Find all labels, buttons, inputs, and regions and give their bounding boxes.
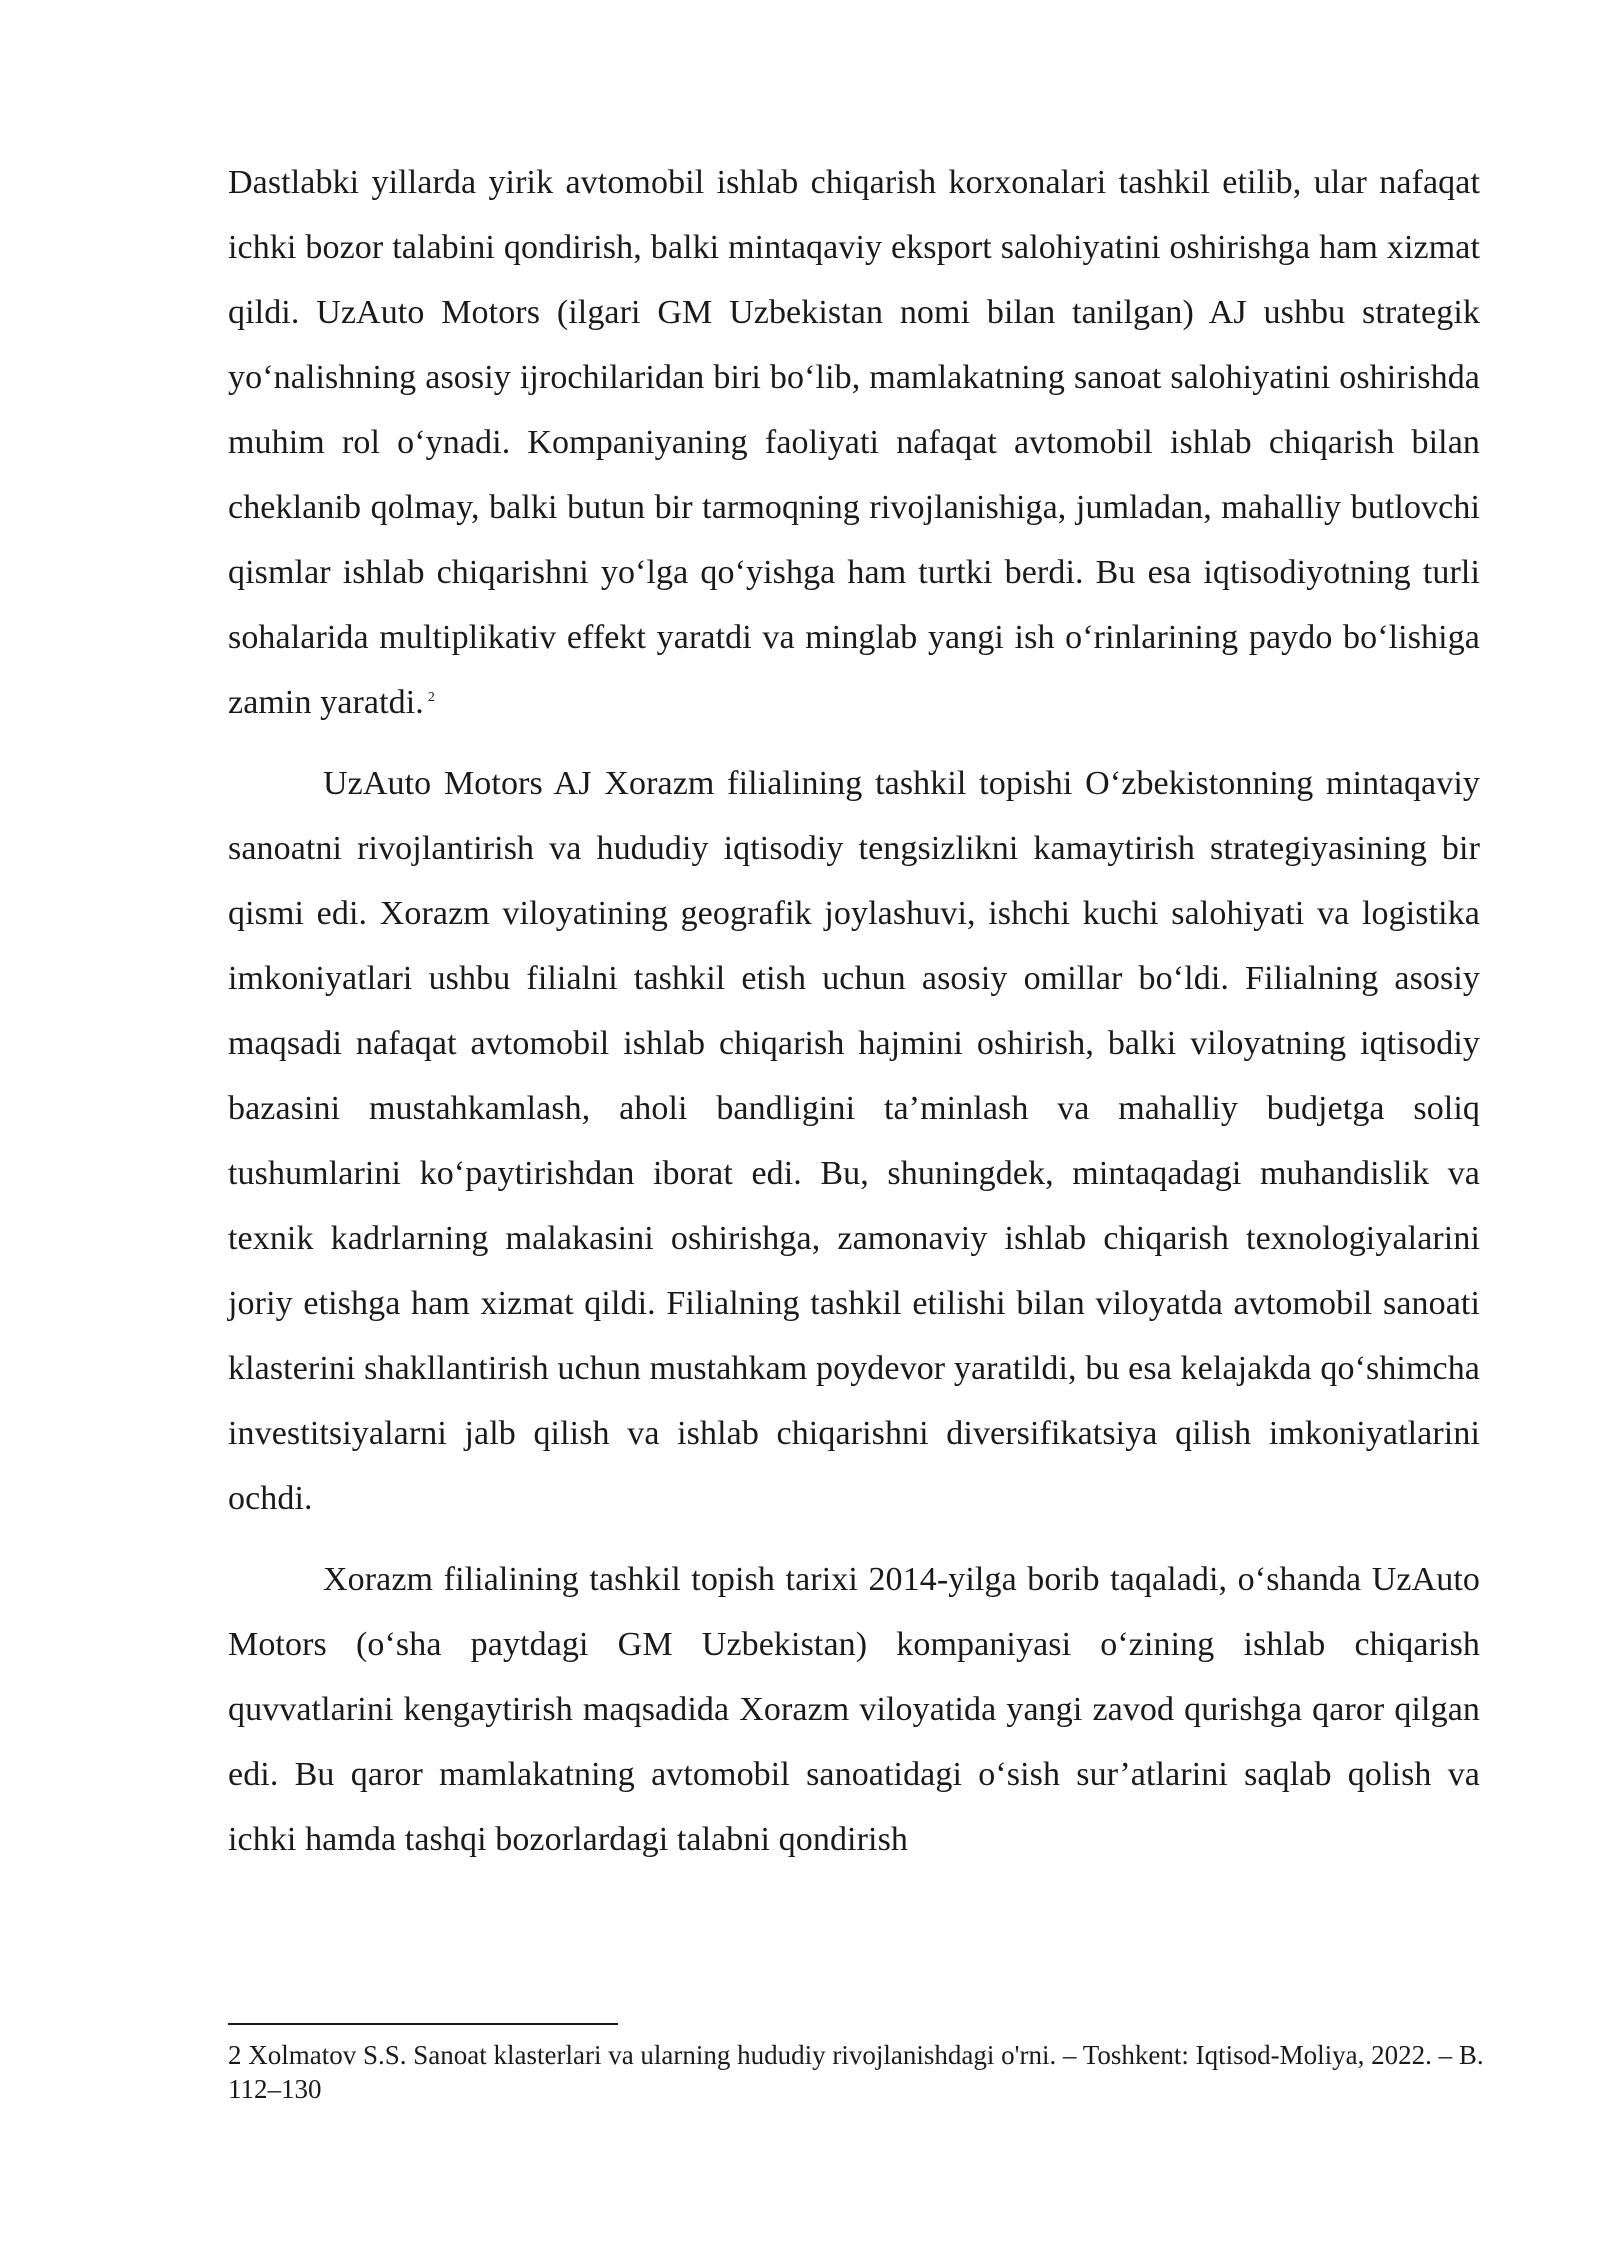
footnote: 2 Xolmatov S.S. Sanoat klasterlari va ularning hududiy rivojlanishdagi o'rni. – Toshkent: Iqtisod-Moliya, 2022. – B. 112–130 [228, 2040, 1484, 2104]
paragraph-3: Xorazm filialining tashkil topish tarixi 2014-yilga borib taqaladi, o‘shanda UzAuto Motors (o‘sha paytdagi GM Uzbekistan) kompaniyasi o‘zining ishlab chiqarish quvvatlarini kengaytirish maqsadida Xorazm viloyatida yangi zavod qurishga qaror qilgan edi. Bu qaror mamlakatning avtomobil sanoatidagi o‘sish sur’atlarini saqlab qolish va ichki hamda tashqi bozorlardagi talabni qondirish [228, 1561, 1480, 1858]
paragraph-1-text: Dastlabki yillarda yirik avtomobil ishlab chiqarish korxonalari tashkil etilib, ular nafaqat ichki bozor talabini qondirish, balki mintaqaviy eksport salohiyatini oshirishga ham xizmat qildi. UzAuto Motors (ilgari GM Uzbekistan nomi bilan tanilgan) AJ ushbu strategik yo‘nalishning asosiy ijrochilaridan biri bo‘lib, mamlakatning sanoat salohiyatini oshirishda muhim rol o‘ynadi. Kompaniyaning faoliyati nafaqat avtomobil ishlab chiqarish bilan cheklanib qolmay, balki butun bir tarmoqning rivojlanishiga, jumladan, mahalliy butlovchi qismlar ishlab chiqarishni yo‘lga qo‘yishga ham turtki berdi. Bu esa iqtisodiyotning turli sohalarida multiplikativ effekt yaratdi va minglab yangi ish o‘rinlarining paydo bo‘lishiga zamin yaratdi. [228, 164, 1480, 721]
footnote-separator [228, 2023, 618, 2025]
paragraph-1 [228, 150, 1480, 735]
paragraph-2: UzAuto Motors AJ Xorazm filialining tashkil topishi O‘zbekistonning mintaqaviy sanoatni rivojlantirish va hududiy iqtisodiy tengsizlikni kamaytirish strategiyasining bir qismi edi. Xorazm viloyatining geografik joylashuvi, ishchi kuchi salohiyati va logistika imkoniyatlari ushbu filialni tashkil etish uchun asosiy omillar bo‘ldi. Filialning asosiy maqsadi nafaqat avtomobil ishlab chiqarish hajmini oshirish, balki viloyatning iqtisodiy bazasini mustahkamlash, aholi bandligini ta’minlash va mahalliy budjetga soliq tushumlarini ko‘paytirishdan iborat edi. Bu, shuningdek, mintaqadagi muhandislik va texnik kadrlarning malakasini oshirishga, zamonaviy ishlab chiqarish texnologiyalarini joriy etishga ham xizmat qildi. Filialning tashkil etilishi bilan viloyatda avtomobil sanoati klasterini shakllantirish uchun mustahkam poydevor yaratildi, bu esa kelajakda qo‘shimcha investitsiyalarni jalb qilish va ishlab chiqarishni diversifikatsiya qilish imkoniyatlarini ochdi. [228, 765, 1480, 1517]
footnote-reference[interactable]: 2 [427, 689, 435, 705]
body-text [228, 150, 1480, 1888]
